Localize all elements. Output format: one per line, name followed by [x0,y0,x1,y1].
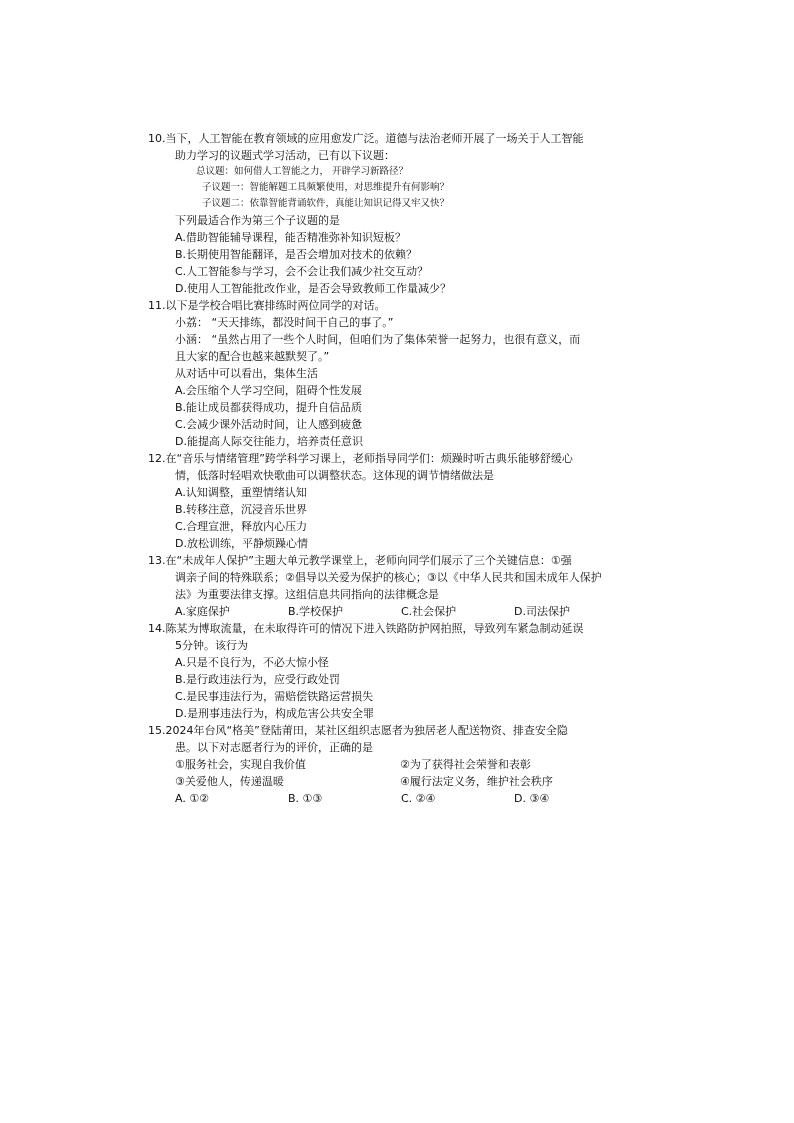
option-b: B.学校保护 [288,605,344,618]
option-c: C.是民事违法行为，需赔偿铁路运营损失 [175,690,374,703]
question-15-line-2: 患。以下对志愿者行为的评价，正确的是 [175,741,373,754]
statement-2: ②为了获得社会荣誉和表彰 [400,758,531,771]
question-13-line-3: 法》为重要法律支撑。这组信息共同指向的法律概念是 [175,588,439,601]
option-b: B.长期使用智能翻译，是否会增加对技术的依赖？ [175,248,418,261]
statement-1: ①服务社会，实现自我价值 [175,758,306,771]
question-11-prompt: 从对话中可以看出，集体生活 [175,367,318,380]
question-10 [148,130,648,297]
option-a: A.只是不良行为，不必大惊小怪 [175,656,329,669]
option-a: A.会压缩个人学习空间，阻碍个性发展 [175,384,362,397]
option-a: A.借助智能辅导课程，能否精准弥补知识短板？ [175,231,406,244]
question-10-line-1: 10.当下，人工智能在教育领域的应用愈发广泛。道德与法治老师开展了一场关于人工智能 [148,132,584,145]
option-c: C.会减少课外活动时间，让人感到疲惫 [175,418,363,431]
option-d: D. ③④ [514,792,550,805]
options-row [148,603,648,620]
statement-4: ④履行法定义务，维护社会秩序 [400,775,553,788]
question-13 [148,552,648,620]
question-13-line-2: 调亲子间的特殊联系；②倡导以关爱为保护的核心；③以《中华人民共和国未成年人保护 [175,571,602,584]
option-a: A. ①② [175,792,210,805]
question-12 [148,450,648,552]
option-c: C.社会保护 [401,605,457,618]
option-b: B.转移注意，沉浸音乐世界 [175,503,308,516]
dialogue-line-2: 小涵： “虽然占用了一些个人时间，但咱们为了集体荣誉一起努力，也很有意义，而 [175,333,581,346]
question-15-line-1: 15.2024年台风“格美”登陆莆田，某社区组织志愿者为独居老人配送物资、排查安全隐 [148,724,568,737]
question-11 [148,297,648,450]
question-15 [148,722,648,807]
question-12-line-1: 12.在“音乐与情绪管理”跨学科学习课上，老师指导同学们：烦躁时听古典乐能够舒缓心 [148,452,573,465]
option-d: D.能提高人际交往能力，培养责任意识 [175,435,363,448]
statements-row-2 [148,773,648,790]
statement-3: ③关爱他人，传递温暖 [175,775,284,788]
question-13-line-1: 13.在“未成年人保护”主题大单元教学课堂上，老师向同学们展示了三个关键信息：①强 [148,554,572,567]
statements-row-1 [148,756,648,773]
option-d: D.是刑事违法行为，构成危害公共安全罪 [175,707,374,720]
options-row [148,790,648,807]
dialogue-line-1: 小荔： “天天排练，都没时间干自己的事了。” [175,316,394,329]
question-10-line-2: 助力学习的议题式学习活动，已有以下议题： [175,149,395,162]
question-14 [148,620,648,722]
option-c: C.合理宣泄，释放内心压力 [175,520,308,533]
option-c: C. ②④ [401,792,436,805]
option-d: D.使用人工智能批改作业，是否会导致教师工作量减少？ [175,282,451,295]
dialogue-line-3: 且大家的配合也越来越默契了。” [175,350,330,363]
option-a: A.认知调整，重塑情绪认知 [175,486,307,499]
option-b: B.是行政违法行为，应受行政处罚 [175,673,341,686]
question-11-line-1: 11.以下是学校合唱比赛排练时两位同学的对话。 [148,299,386,312]
question-12-line-2: 情，低落时轻唱欢快歌曲可以调整状态。这体现的调节情绪做法是 [175,469,494,482]
topic-sub-2: 子议题二：依靠智能背诵软件，真能让知识记得又牢又快？ [202,198,450,209]
option-c: C.人工智能参与学习，会不会让我们减少社交互动？ [175,265,429,278]
topic-main: 总议题：如何借人工智能之力， 开辟学习新路径？ [196,166,409,177]
option-a: A.家庭保护 [175,605,230,618]
topic-sub-1: 子议题一：智能解题工具频繁使用，对思维提升有何影响？ [202,182,450,193]
question-10-prompt: 下列最适合作为第三个子议题的是 [175,214,340,227]
question-14-line-2: 5分钟。该行为 [175,639,248,652]
option-d: D.放松训练，平静烦躁心情 [175,537,308,550]
option-b: B.能让成员都获得成功，提升自信品质 [175,401,363,414]
question-list [148,130,648,807]
option-d: D.司法保护 [514,605,570,618]
question-14-line-1: 14.陈某为博取流量，在未取得许可的情况下进入铁路防护网拍照，导致列车紧急制动延误 [148,622,584,635]
option-b: B. ①③ [288,792,323,805]
